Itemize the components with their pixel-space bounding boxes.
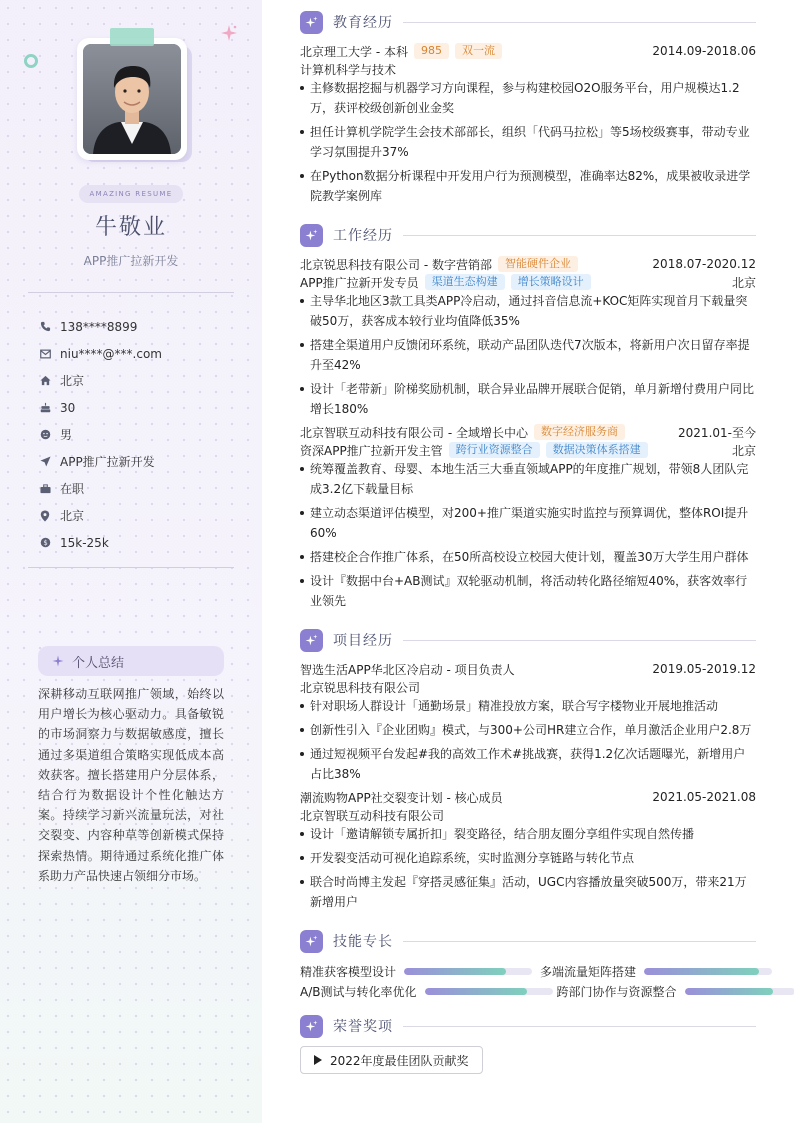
candidate-title: APP推广拉新开发 — [83, 254, 179, 268]
education-date: 2014.09-2018.06 — [652, 44, 756, 58]
skill-item — [540, 963, 772, 980]
list-item: 设计「老带新」阶梯奖励机制，联合异业品牌开展联合促销，单月新增付费用户同比增长180% — [300, 379, 756, 419]
list-item: 主导华北地区3款工具类APP冷启动，通过抖音信息流+KOC矩阵实现首月下载量突破50万，获客成本较行业均值降低35% — [300, 291, 756, 331]
job-bullets — [300, 459, 756, 611]
photo-tape — [110, 28, 154, 46]
skill-name: A/B测试与转化率优化 — [300, 984, 417, 999]
section-title: 工作经历 — [333, 228, 393, 244]
section-projects — [300, 628, 756, 652]
role-tag: 数据决策体系搭建 — [546, 442, 648, 458]
skill-bar — [425, 988, 553, 995]
award-label: 2022年度最佳团队贡献奖 — [330, 1053, 469, 1068]
company-tag: 数字经济服务商 — [534, 424, 625, 440]
mail-icon — [40, 349, 60, 359]
award-item-button[interactable] — [300, 1046, 483, 1074]
skill-name: 精准获客模型设计 — [300, 964, 397, 979]
sparkle-icon — [300, 1015, 323, 1038]
section-divider — [403, 1026, 756, 1027]
section-divider — [403, 235, 756, 236]
section-title: 项目经历 — [333, 633, 393, 649]
section-divider — [403, 941, 756, 942]
contact-text: niu****@***.com — [60, 346, 162, 361]
education-header — [300, 42, 756, 60]
section-title: 荣誉奖项 — [333, 1019, 393, 1035]
job-role: APP推广拉新开发专员 — [300, 275, 419, 290]
skill-bar-fill — [644, 968, 759, 975]
education-major-row — [300, 60, 756, 78]
skill-row — [300, 962, 794, 980]
skill-row — [300, 982, 794, 1000]
role-tag: 增长策略设计 — [511, 274, 591, 290]
summary-title: 个人总结 — [72, 655, 125, 671]
contact-age — [40, 394, 230, 421]
list-item: 创新性引入『企业团购』模式，与300+公司HR建立合作，单月激活企业用户2.8万 — [300, 720, 756, 740]
job-bullets — [300, 291, 756, 419]
sparkle-icon — [220, 24, 238, 46]
contact-text: 138****8899 — [60, 319, 138, 334]
school-name: 北京理工大学 - 本科 — [300, 44, 408, 59]
job-role: 资深APP推广拉新开发主管 — [300, 443, 443, 458]
section-divider — [403, 640, 756, 641]
divider — [28, 292, 234, 293]
skill-item — [300, 983, 553, 1000]
list-item: 设计「邀请解锁专属折扣」裂变路径，结合朋友圈分享组件实现自然传播 — [300, 824, 756, 844]
contact-text: 在职 — [60, 482, 85, 496]
project-date: 2021.05-2021.08 — [652, 790, 756, 804]
list-item: 针对职场人群设计「通勤场景」精准投放方案，联合写字楼物业开展地推活动 — [300, 696, 756, 716]
project-date: 2019.05-2019.12 — [652, 662, 756, 676]
project-company: 北京智联互动科技有限公司 — [300, 808, 445, 823]
profile-photo-frame — [77, 38, 187, 160]
job-date: 2018.07-2020.12 — [652, 257, 756, 271]
svg-text:$: $ — [43, 539, 48, 548]
project-name: 潮流购物APP社交裂变计划 - 核心成员 — [300, 790, 503, 805]
list-item: 在Python数据分析课程中开发用户行为预测模型，准确率达82%，成果被收录进学院教学案例库 — [300, 166, 756, 206]
sparkle-icon — [300, 224, 323, 247]
cake-icon — [40, 402, 60, 413]
skill-item — [557, 983, 794, 1000]
contact-location — [40, 502, 230, 529]
role-tag: 跨行业资源整合 — [449, 442, 540, 458]
send-icon — [40, 456, 60, 467]
skill-name: 跨部门协作与资源整合 — [556, 984, 677, 999]
education-bullets — [300, 78, 756, 206]
job-city: 北京 — [731, 275, 756, 290]
school-tag: 985 — [414, 43, 449, 59]
section-title: 教育经历 — [333, 15, 393, 31]
contact-intention — [40, 448, 230, 475]
project-company: 北京锐思科技有限公司 — [300, 680, 421, 695]
project-bullets — [300, 824, 756, 912]
summary-text: 深耕移动互联网推广领域，始终以用户增长为核心驱动力。具备敏锐的市场洞察力与数据敏感度，擅长通过多渠道组合策略实现低成本高效获客。擅长搭建用户分层体系，结合行为数据设计个性化触达方案。持续学习新兴流量玩法，对社交裂变、内容种草等创新模式保持探索热情。期待通过系统化推广体系助力产品快速占领细分市场。 — [38, 687, 224, 883]
contact-city — [40, 367, 230, 394]
home-icon — [40, 375, 60, 386]
contact-text: APP推广拉新开发 — [60, 455, 155, 469]
section-title: 技能专长 — [333, 934, 393, 950]
summary-header — [38, 646, 224, 676]
list-item: 搭建全渠道用户反馈闭环系统，联动产品团队迭代7次版本，将新用户次日留存率提升至42% — [300, 335, 756, 375]
contact-text: 北京 — [60, 509, 85, 523]
contact-text: 男 — [60, 428, 73, 442]
skill-bar-fill — [425, 988, 527, 995]
skill-bar-fill — [685, 988, 773, 995]
section-divider — [403, 22, 756, 23]
skill-item — [300, 963, 532, 980]
avatar — [83, 44, 181, 154]
sparkle-icon — [300, 629, 323, 652]
job-role-row — [300, 273, 756, 291]
list-item: 开发裂变活动可视化追踪系统，实时监测分享链路与转化节点 — [300, 848, 756, 868]
job-header — [300, 255, 756, 273]
contact-gender — [40, 421, 230, 448]
salary-icon — [40, 537, 60, 548]
contact-status — [40, 475, 230, 502]
section-work — [300, 223, 756, 247]
list-item: 主修数据挖掘与机器学习方向课程，参与构建校园O2O服务平台，用户规模达1.2万，获评校级创新创业金奖 — [300, 78, 756, 118]
list-item: 统筹覆盖教育、母婴、本地生活三大垂直领域APP的年度推广规划，带领8人团队完成3.2亿下载量目标 — [300, 459, 756, 499]
list-item: 通过短视频平台发起#我的高效工作术#挑战赛，获得1.2亿次话题曝光，新增用户占比38% — [300, 744, 756, 784]
skill-bar — [644, 968, 772, 975]
list-item: 搭建校企合作推广体系，在50所高校设立校园大使计划，覆盖30万大学生用户群体 — [300, 547, 756, 567]
section-skills — [300, 929, 756, 953]
list-item: 设计『数据中台+AB测试』双轮驱动机制，将活动转化路径缩短40%，获客效率行业领先 — [300, 571, 756, 611]
project-name: 智选生活APP华北区冷启动 - 项目负责人 — [300, 662, 515, 677]
role-tag: 渠道生态构建 — [425, 274, 505, 290]
list-item: 建立动态渠道评估模型，对200+推广渠道实施实时监控与预算调优，整体ROI提升60% — [300, 503, 756, 543]
job-date: 2021.01-至今 — [678, 425, 756, 440]
company-tag: 智能硬件企业 — [498, 256, 578, 272]
contact-text: 30 — [60, 400, 76, 415]
sparkle-icon — [300, 11, 323, 34]
project-header — [300, 788, 756, 806]
list-item: 联合时尚博主发起『穿搭灵感征集』活动，UGC内容播放量突破500万，带来21万新增用户 — [300, 872, 756, 912]
list-item: 担任计算机学院学生会技术部部长，组织「代码马拉松」等5场校级赛事，带动专业学习氛围提升37% — [300, 122, 756, 162]
contact-email — [40, 340, 230, 367]
section-awards — [300, 1014, 756, 1038]
sparkle-icon — [300, 930, 323, 953]
skill-bar-fill — [404, 968, 506, 975]
education-major: 计算机科学与技术 — [300, 62, 397, 77]
project-company-row — [300, 806, 756, 824]
briefcase-icon — [40, 484, 60, 494]
contact-phone — [40, 313, 230, 340]
resume-badge: AMAZING RESUME — [79, 185, 183, 203]
location-icon — [40, 510, 60, 522]
contact-list — [40, 313, 230, 556]
project-header — [300, 660, 756, 678]
skills-list — [300, 962, 794, 1000]
skill-bar — [685, 988, 794, 995]
skill-bar — [404, 968, 532, 975]
job-header — [300, 423, 756, 441]
gender-icon — [40, 429, 60, 440]
candidate-name: 牛敬业 — [94, 215, 167, 240]
skill-name: 多端流量矩阵搭建 — [540, 964, 637, 979]
job-company: 北京智联互动科技有限公司 - 全域增长中心 — [300, 425, 528, 440]
contact-text: 北京 — [60, 374, 85, 388]
job-city: 北京 — [731, 443, 756, 458]
sparkle-icon — [52, 655, 64, 667]
contact-salary — [40, 529, 230, 556]
sidebar — [0, 0, 262, 1123]
decorative-ring-icon — [24, 54, 38, 68]
project-bullets — [300, 696, 756, 784]
section-education — [300, 10, 756, 34]
project-company-row — [300, 678, 756, 696]
school-tag: 双一流 — [455, 43, 502, 59]
job-role-row — [300, 441, 756, 459]
play-triangle-icon — [314, 1055, 322, 1065]
contact-text: 15k-25k — [60, 535, 109, 550]
job-company: 北京锐思科技有限公司 - 数字营销部 — [300, 257, 492, 272]
phone-icon — [40, 321, 60, 332]
divider — [28, 567, 234, 568]
